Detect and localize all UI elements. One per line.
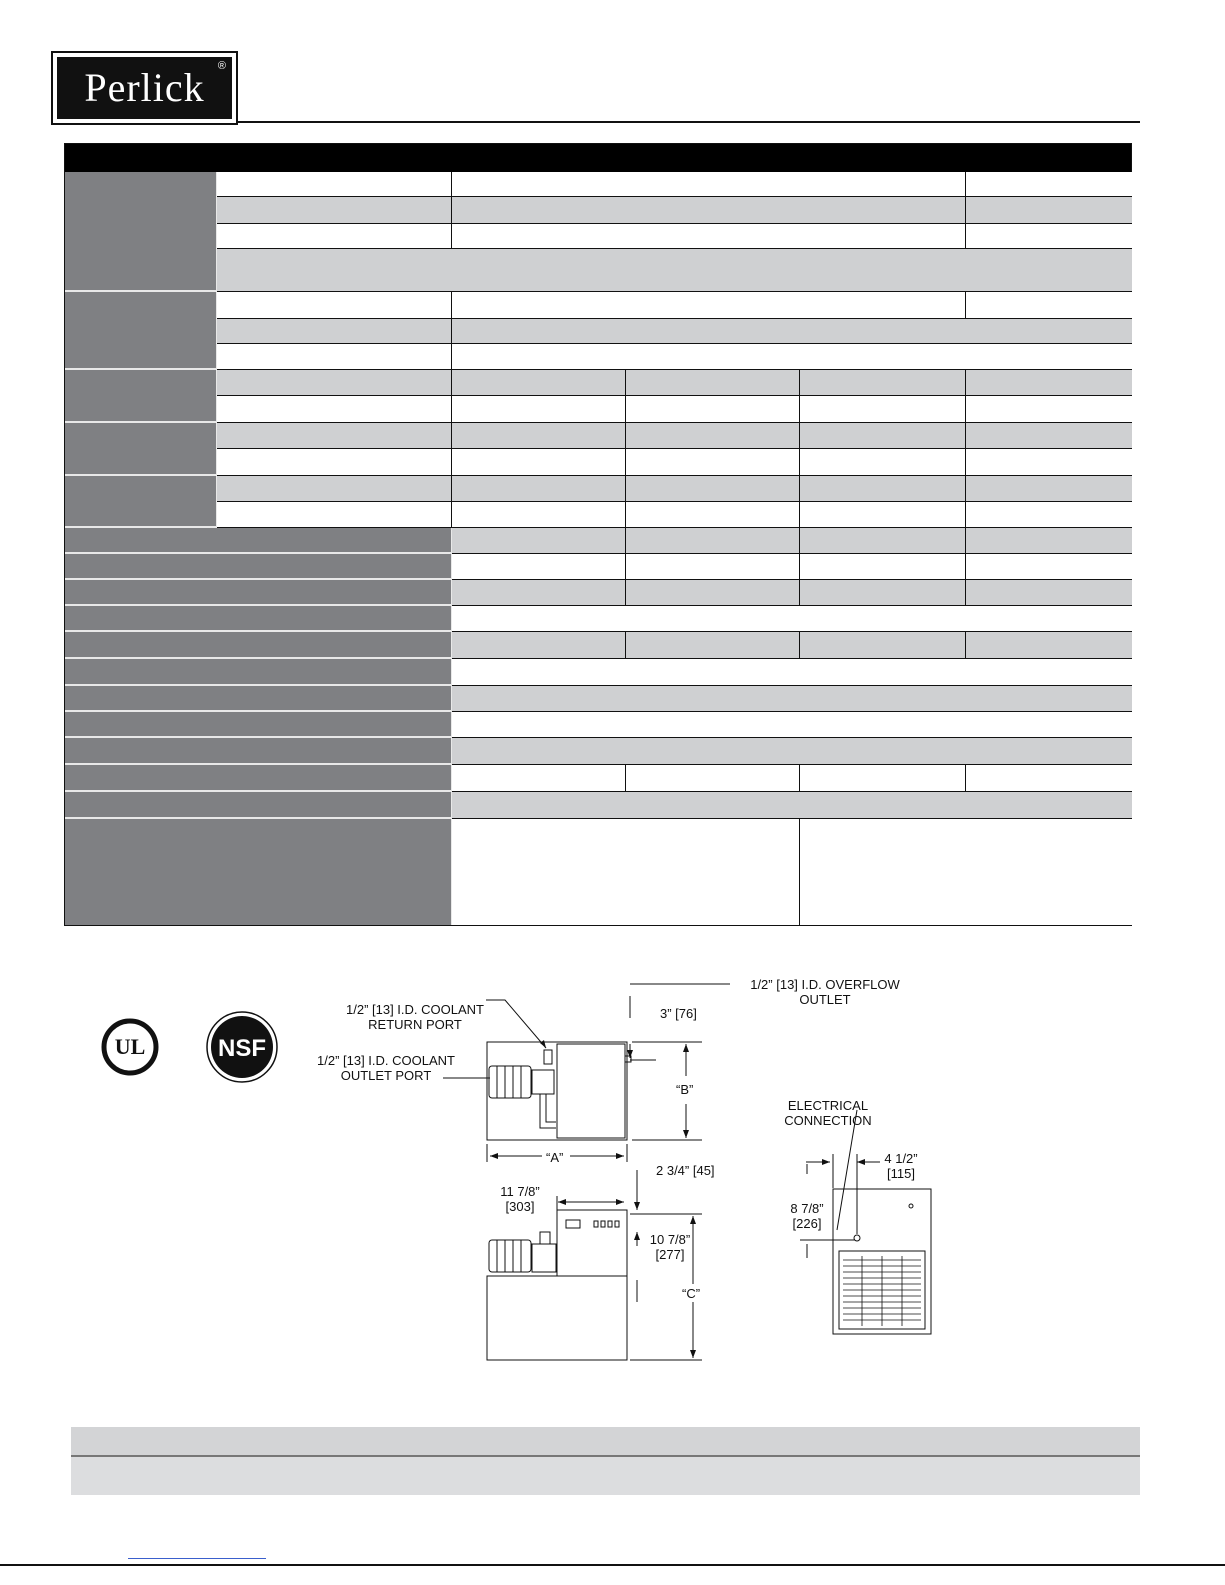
spec-cell — [217, 423, 452, 449]
spec-cell — [452, 224, 966, 249]
spec-table — [64, 143, 1132, 926]
ul-text: UL — [114, 1034, 146, 1059]
spec-cell — [966, 370, 1132, 396]
logo-wordmark: Perlick — [84, 65, 205, 110]
spec-cell — [452, 396, 626, 423]
spec-cell — [800, 449, 966, 476]
spec-cell — [800, 632, 966, 659]
spec-cell — [800, 476, 966, 502]
row-label — [65, 632, 452, 659]
row-label — [65, 606, 452, 632]
return-port-line1: 1/2” [13] I.D. COOLANT — [346, 1002, 484, 1017]
spec-cell — [217, 319, 452, 344]
group-label — [65, 476, 217, 528]
spec-cell — [966, 632, 1132, 659]
spec-cell — [966, 528, 1132, 554]
footer-band-top — [71, 1427, 1140, 1455]
outlet-port-label — [306, 1053, 466, 1083]
spec-cell — [452, 528, 626, 554]
outlet-port-line1: 1/2” [13] I.D. COOLANT — [317, 1053, 455, 1068]
spec-cell — [452, 449, 626, 476]
spec-cell — [452, 554, 626, 580]
spec-cell — [800, 554, 966, 580]
page-bottom-rule — [0, 1564, 1225, 1566]
dim-8-7-8-line2: [226] — [792, 1216, 822, 1231]
spec-cell — [217, 396, 452, 423]
spec-cell — [217, 344, 452, 370]
row-label — [65, 659, 452, 686]
spec-cell — [626, 476, 800, 502]
spec-cell — [626, 502, 800, 528]
spec-cell — [217, 249, 1132, 292]
outlet-port-line2: OUTLET PORT — [340, 1068, 432, 1083]
dim-2-3-4-label: 2 3/4” [45] — [656, 1163, 715, 1178]
spec-cell — [452, 712, 1132, 738]
row-label — [65, 765, 452, 792]
nsf-certification-logo — [205, 1010, 279, 1089]
spec-cell — [452, 738, 1132, 765]
spec-cell — [800, 580, 966, 606]
return-port-label — [340, 1002, 490, 1032]
overflow-outlet-line1: 1/2” [13] I.D. OVERFLOW — [750, 977, 900, 992]
spec-cell — [626, 580, 800, 606]
spec-cell — [217, 292, 452, 319]
spec-cell — [800, 819, 1132, 925]
dim-4-1-2-line1: 4 1/2” — [884, 1151, 918, 1166]
spec-cell — [217, 449, 452, 476]
header-rule — [236, 121, 1140, 123]
group-label — [65, 172, 217, 292]
spec-cell — [966, 765, 1132, 792]
spec-cell — [626, 765, 800, 792]
spec-cell — [452, 580, 626, 606]
spec-cell — [452, 476, 626, 502]
overflow-outlet-line2: OUTLET — [799, 992, 851, 1007]
dim-4-1-2-line2: [115] — [887, 1166, 915, 1181]
spec-cell — [452, 502, 626, 528]
spec-cell — [626, 528, 800, 554]
spec-cell — [966, 423, 1132, 449]
spec-cell — [800, 528, 966, 554]
row-label — [65, 580, 452, 606]
spec-cell — [966, 476, 1132, 502]
footer-band-bottom — [71, 1457, 1140, 1495]
dim-a-label: “A” — [546, 1150, 564, 1165]
ul-certification-logo — [101, 1018, 159, 1081]
group-label — [65, 370, 217, 423]
group-label — [65, 423, 217, 476]
spec-cell — [966, 172, 1132, 197]
spec-cell — [966, 224, 1132, 249]
dim-11-7-8-line1: 11 7/8” — [500, 1184, 540, 1199]
spec-cell — [452, 292, 966, 319]
dim-b-label: “B” — [676, 1082, 694, 1097]
spec-cell — [800, 765, 966, 792]
spec-cell — [452, 686, 1132, 712]
dim-3-label: 3” [76] — [660, 1006, 697, 1021]
dim-10-7-8-line1: 10 7/8” — [649, 1232, 691, 1247]
nsf-text: NSF — [218, 1035, 266, 1062]
spec-cell — [452, 606, 1132, 632]
perlick-logo — [51, 51, 238, 125]
overflow-outlet-label — [740, 977, 910, 1007]
spec-cell — [452, 765, 626, 792]
dim-4-1-2-label — [878, 1151, 924, 1181]
spec-cell — [452, 792, 1132, 819]
row-label — [65, 528, 452, 554]
spec-cell — [217, 172, 452, 197]
dim-10-7-8-line2: [277] — [655, 1247, 685, 1262]
spec-cell — [452, 344, 1132, 370]
spec-table-header — [65, 144, 1131, 172]
spec-cell — [800, 396, 966, 423]
group-label — [65, 292, 217, 370]
spec-cell — [966, 396, 1132, 423]
spec-cell — [626, 396, 800, 423]
spec-cell — [966, 449, 1132, 476]
spec-cell — [217, 224, 452, 249]
spec-cell — [966, 292, 1132, 319]
spec-cell — [452, 632, 626, 659]
spec-cell — [452, 819, 800, 925]
dim-8-7-8-line1: 8 7/8” — [790, 1201, 824, 1216]
spec-cell — [626, 370, 800, 396]
return-port-line2: RETURN PORT — [368, 1017, 462, 1032]
registered-mark: ® — [217, 60, 226, 72]
spec-cell — [452, 197, 966, 224]
dim-10-7-8-label — [642, 1232, 698, 1262]
spec-cell — [217, 197, 452, 224]
row-label — [65, 554, 452, 580]
electrical-connection-label — [770, 1098, 886, 1128]
spec-cell — [217, 370, 452, 396]
spec-cell — [626, 449, 800, 476]
spec-cell — [800, 423, 966, 449]
row-label — [65, 792, 452, 819]
spec-cell — [217, 476, 452, 502]
row-label — [65, 738, 452, 765]
spec-cell — [966, 554, 1132, 580]
row-label — [65, 712, 452, 738]
spec-cell — [452, 423, 626, 449]
spec-cell — [452, 370, 626, 396]
dim-c-label: “C” — [682, 1286, 701, 1301]
spec-cell — [217, 502, 452, 528]
electrical-connection-line2: CONNECTION — [784, 1113, 872, 1128]
spec-cell — [452, 659, 1132, 686]
spec-cell — [966, 502, 1132, 528]
spec-cell — [966, 580, 1132, 606]
spec-cell — [800, 370, 966, 396]
spec-cell — [452, 319, 1132, 344]
footer-link-underline[interactable] — [128, 1558, 266, 1559]
spec-cell — [626, 554, 800, 580]
dim-11-7-8-label — [490, 1184, 550, 1214]
spec-cell — [626, 632, 800, 659]
dim-11-7-8-line2: [303] — [505, 1199, 535, 1214]
spec-cell — [452, 172, 966, 197]
spec-cell — [966, 197, 1132, 224]
spec-cell — [626, 423, 800, 449]
electrical-connection-line1: ELECTRICAL — [787, 1098, 869, 1113]
dim-8-7-8-label — [782, 1201, 832, 1231]
row-label — [65, 686, 452, 712]
spec-cell — [800, 502, 966, 528]
row-label — [65, 819, 452, 925]
